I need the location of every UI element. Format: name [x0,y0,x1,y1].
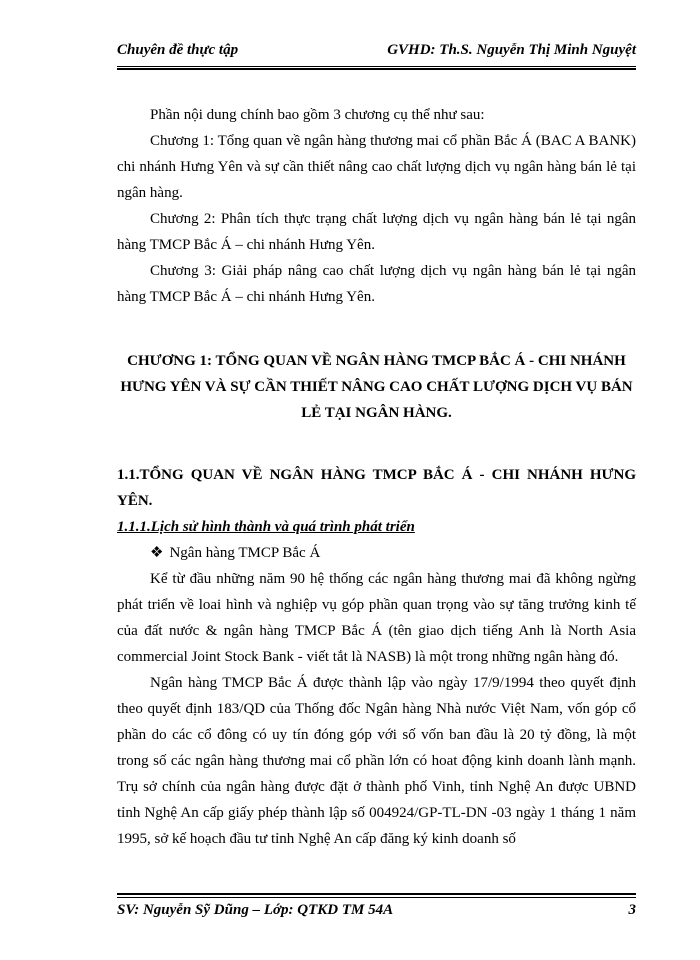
header-advisor: GVHD: Th.S. Nguyễn Thị Minh Nguyệt [387,42,636,58]
body-paragraph-1: Kể từ đầu những năm 90 hệ thống các ngân hàng thương mai đã không ngừng phát triển về loai hình và nghiệp vụ góp phần quan trọng vào sự tăng trưởng kinh tế của đất nước & ngân hàng TMCP Bắc Á (tên giao dịch tiếng Anh là North Asia commercial Joint Stock Bank - viết tắt là NASB) là một trong những ngân hàng đó. [117,571,636,665]
page-content [117,102,636,852]
intro-chapter-1: Chương 1: Tổng quan về ngân hàng thương mai cổ phần Bắc Á (BAC A BANK) chi nhánh Hưng Yên và sự cần thiết nâng cao chất lượng dịch vụ ngân hàng bán lẻ tại ngân hàng. [117,133,636,201]
footer-student: SV: Nguyễn Sỹ Dũng – Lớp: QTKD TM 54A [117,902,394,918]
chapter-title: CHƯƠNG 1: TỔNG QUAN VỀ NGÂN HÀNG TMCP BẮC Á - CHI NHÁNH HƯNG YÊN VÀ SỰ CẦN THIẾT NÂNG CAO CHẤT LƯỢNG DỊCH VỤ BÁN LẺ TẠI NGÂN HÀNG. [120,353,633,421]
bullet-text: Ngân hàng TMCP Bắc Á [169,545,321,561]
footer-divider [117,897,636,898]
section-title: 1.1.TỔNG QUAN VỀ NGÂN HÀNG TMCP BẮC Á - CHI NHÁNH HƯNG YÊN. [117,467,636,509]
page-number: 3 [628,902,636,918]
header-divider [117,66,636,67]
footer-divider-thick [117,893,636,895]
page-footer [117,902,636,924]
subsection-title: 1.1.1.Lịch sử hình thành và quá trình phát triển [117,519,415,535]
page-header [117,38,636,62]
body-paragraph-2: Ngân hàng TMCP Bắc Á được thành lập vào ngày 17/9/1994 theo quyết định theo quyết định 183/QD của Thống đốc Ngân hàng Nhà nước Việt Nam, vốn góp cổ phần do các cổ đông có uy tín đóng góp với số vốn ban đầu là 20 tỷ đồng, là một trong số các ngân hàng thương mai cổ phần lớn có hoat động kinh doanh lành mạnh. Trụ sở chính của ngân hàng được đặt ở thành phố Vinh, tỉnh Nghệ An được UBND tỉnh Nghệ An cấp giấy phép thành lập số 004924/GP-TL-DN -03 ngày 1 tháng 1 năm 1995, sở kế hoạch đầu tư tỉnh Nghệ An cấp đăng ký kinh doanh số [117,675,636,847]
bullet-item [117,540,636,566]
intro-chapter-2: Chương 2: Phân tích thực trạng chất lượng dịch vụ ngân hàng bán lẻ tại ngân hàng TMCP Bắc Á – chi nhánh Hưng Yên. [117,211,636,253]
intro-lead: Phần nội dung chính bao gồm 3 chương cụ thể như sau: [150,107,485,123]
header-divider-thick [117,68,636,70]
intro-chapter-3: Chương 3: Giải pháp nâng cao chất lượng dịch vụ ngân hàng bán lẻ tại ngân hàng TMCP Bắc Á – chi nhánh Hưng Yên. [117,263,636,305]
diamond-bullet-icon: ❖ [150,545,164,561]
header-course: Chuyên đề thực tập [117,42,239,58]
